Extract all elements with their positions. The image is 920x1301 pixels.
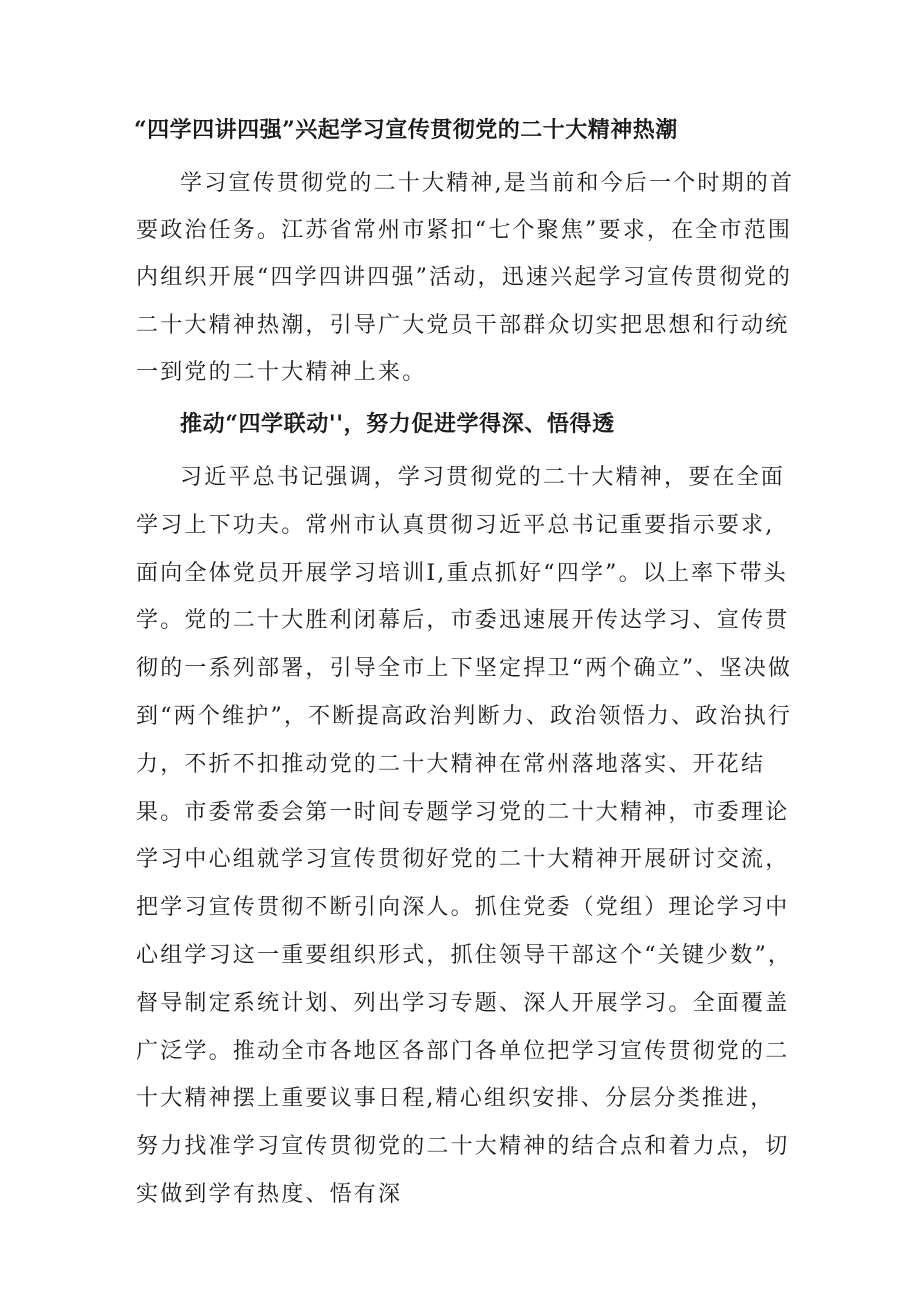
section-heading: 推动“四学联动''，努力促进学得深、悟得透 xyxy=(180,411,615,437)
intro-paragraph: 学习宣传贯彻党的二十大精神,是当前和今后一个时期的首要政治任务。江苏省常州市紧扣“七个聚焦”要求，在全市范围内组织开展“四学四讲四强”活动，迅速兴起学习宣传贯彻党的二十大精神热潮，引导广大党员干部群众切实把思想和行动统一到党的二十大精神上来。 xyxy=(136,171,795,385)
section-paragraph: 习近平总书记强调，学习贯彻党的二十大精神，要在全面学习上下功夫。常州市认真贯彻习近平总书记重要指示要求,面向全体党员开展学习培训I,重点抓好“四学”。以上率下带头学。党的二十大胜利闭幕后，市委迅速展开传达学习、宣传贯彻的一系列部署，引导全市上下坚定捍卫“两个确立”、坚决做到“两个维护”，不断提高政治判断力、政治领悟力、政治执行力，不折不扣推动党的二十大精神在常州落地落实、开花结果。市委常委会第一时间专题学习党的二十大精神，市委理论学习中心组就学习宣传贯彻好党的二十大精神开展研讨交流，把学习宣传贯彻不断引向深人。抓住党委（党组）理论学习中心组学习这一重要组织形式，抓住领导干部这个“关键少数”，督导制定系统计划、列出学习专题、深人开展学习。全面覆盖广泛学。推动全市各地区各部门各单位把学习宣传贯彻党的二十大精神摆上重要议事日程,精心组织安排、分层分类推进，努力找准学习宣传贯彻党的二十大精神的结合点和着力点，切实做到学有热度、悟有深 xyxy=(136,465,793,1207)
document-title: “四学四讲四强”兴起学习宣传贯彻党的二十大精神热潮 xyxy=(134,117,678,143)
